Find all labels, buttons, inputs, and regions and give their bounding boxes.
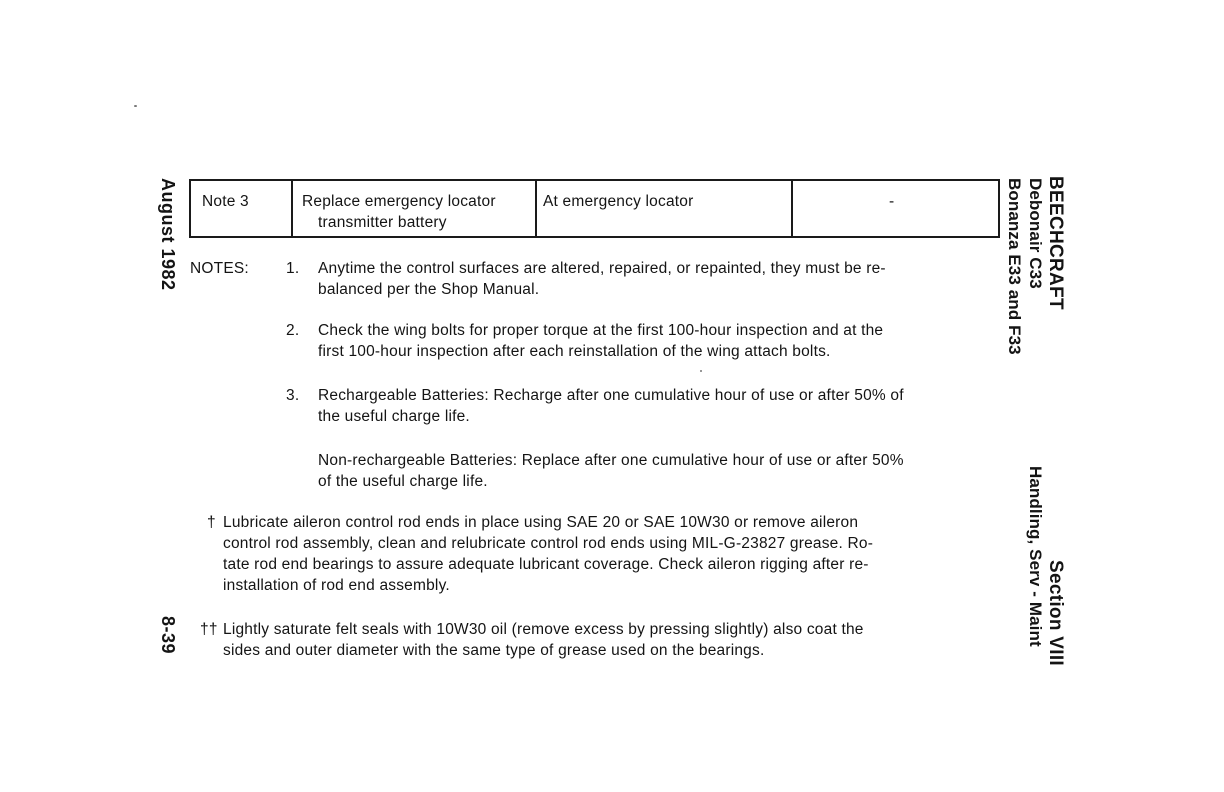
dagger-mark: †	[207, 514, 216, 531]
interval-cell	[791, 181, 1000, 236]
section-title: Handling, Serv - Maint	[1026, 466, 1045, 647]
double-dagger-note-line-1: Lightly saturate felt seals with 10W30 oil (remove excess by pressing slightly) also coat the	[223, 621, 864, 638]
item-cell	[291, 181, 535, 236]
double-dagger-note-line-2: sides and outer diameter with the same type of grease used on the bearings.	[223, 642, 765, 659]
location-cell	[535, 181, 791, 236]
dagger-note-line-1: Lubricate aileron control rod ends in place using SAE 20 or SAE 10W30 or remove aileron	[223, 514, 859, 531]
location-text: At emergency locator	[543, 193, 694, 210]
note-2-line-1: Check the wing bolts for proper torque at the first 100-hour inspection and at the	[318, 322, 884, 339]
double-dagger-mark: ††	[200, 621, 218, 638]
date-label: August 1982	[158, 178, 178, 291]
note-cell	[191, 181, 291, 236]
model-line-2: Bonanza E33 and F33	[1005, 178, 1024, 355]
brand-title: BEECHCRAFT	[1045, 176, 1066, 310]
interval-text: -	[889, 193, 895, 210]
dagger-note-line-2: control rod assembly, clean and relubricate control rod ends using MIL-G-23827 grease. Ro-	[223, 535, 874, 552]
scan-speck	[134, 105, 137, 107]
page-number: 8-39	[158, 616, 178, 655]
dagger-note-line-4: installation of rod end assembly.	[223, 577, 450, 594]
note-1-line-1: Anytime the control surfaces are altered, repaired, or repainted, they must be re-	[318, 260, 886, 277]
scan-speck	[700, 370, 702, 372]
note-1-number: 1.	[286, 260, 300, 277]
note-2-number: 2.	[286, 322, 300, 339]
note-3-line-2: the useful charge life.	[318, 408, 470, 425]
note-3-number: 3.	[286, 387, 300, 404]
note-3-line-1: Rechargeable Batteries: Recharge after one cumulative hour of use or after 50% of	[318, 387, 904, 404]
model-line-1: Debonair C33	[1026, 178, 1045, 289]
note-3b-line-1: Non-rechargeable Batteries: Replace after one cumulative hour of use or after 50%	[318, 452, 904, 469]
note-1-line-2: balanced per the Shop Manual.	[318, 281, 540, 298]
item-line-2: transmitter battery	[318, 214, 447, 231]
section-number: Section VIII	[1045, 560, 1066, 667]
note-label: Note 3	[202, 193, 249, 210]
dagger-note-line-3: tate rod end bearings to assure adequate lubricant coverage. Check aileron rigging after re-	[223, 556, 869, 573]
note-3b-line-2: of the useful charge life.	[318, 473, 488, 490]
maintenance-table-row	[189, 179, 1000, 238]
notes-heading: NOTES:	[190, 260, 249, 277]
item-line-1: Replace emergency locator	[302, 193, 496, 210]
note-2-line-2: first 100-hour inspection after each reinstallation of the wing attach bolts.	[318, 343, 831, 360]
